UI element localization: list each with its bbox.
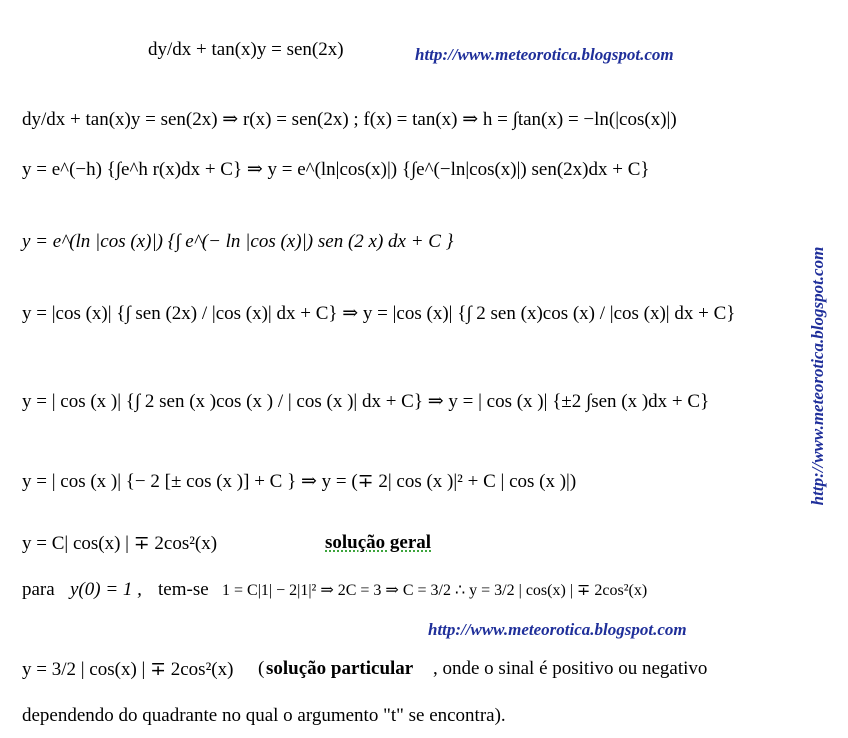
condition-tem-se: tem-se: [158, 579, 209, 600]
particular-open-paren: (: [258, 658, 265, 679]
equation-5: y = |cos (x)| {∫ sen (2x) / |cos (x)| dx + C} ⇒ y = |cos (x)| {∫ 2 sen (x)cos (x) / |cos (x)| dx + C}: [22, 303, 736, 324]
equation-3: y = e^(−h) {∫e^h r(x)dx + C} ⇒ y = e^(ln|cos(x)|) {∫e^(−ln|cos(x)|) sen(2x)dx + C}: [22, 159, 650, 180]
blog-url-top: http://www.meteorotica.blogspot.com: [415, 45, 674, 64]
particular-solution-line2: dependendo do quadrante no qual o argumento "t" se encontra).: [22, 705, 506, 726]
general-solution-equation: y = C| cos(x) | ∓ 2cos²(x): [22, 533, 218, 554]
equation-2: dy/dx + tan(x)y = sen(2x) ⇒ r(x) = sen(2x) ; f(x) = tan(x) ⇒ h = ∫tan(x) = −ln(|cos(x)|): [22, 109, 677, 130]
equation-1: dy/dx + tan(x)y = sen(2x): [148, 39, 344, 60]
condition-chain: 1 = C|1| − 2|1|² ⇒ 2C = 3 ⇒ C = 3/2 ∴ y = 3/2 | cos(x) | ∓ 2cos²(x): [222, 582, 648, 599]
particular-solution-rest: , onde o sinal é positivo ou negativo: [433, 658, 708, 679]
blog-url-vertical: http://www.meteorotica.blogspot.com: [808, 246, 827, 506]
general-solution-label: solução geral: [325, 532, 432, 553]
equation-7: y = | cos (x )| {− 2 [± cos (x )] + C } ⇒ y = (∓ 2| cos (x )|² + C | cos (x )|): [22, 471, 577, 492]
blog-url-middle: http://www.meteorotica.blogspot.com: [428, 620, 687, 639]
condition-initial-value: y(0) = 1 ,: [70, 579, 142, 600]
particular-solution-equation: y = 3/2 | cos(x) | ∓ 2cos²(x): [22, 659, 234, 680]
condition-para: para: [22, 579, 55, 600]
particular-solution-label: solução particular: [266, 658, 414, 679]
equation-6: y = | cos (x )| {∫ 2 sen (x )cos (x ) / | cos (x )| dx + C} ⇒ y = | cos (x )| {±2 ∫sen (x )dx + C}: [22, 391, 710, 412]
equation-4: y = e^(ln |cos (x)|) {∫ e^(− ln |cos (x)|) sen (2 x) dx + C }: [22, 231, 454, 252]
